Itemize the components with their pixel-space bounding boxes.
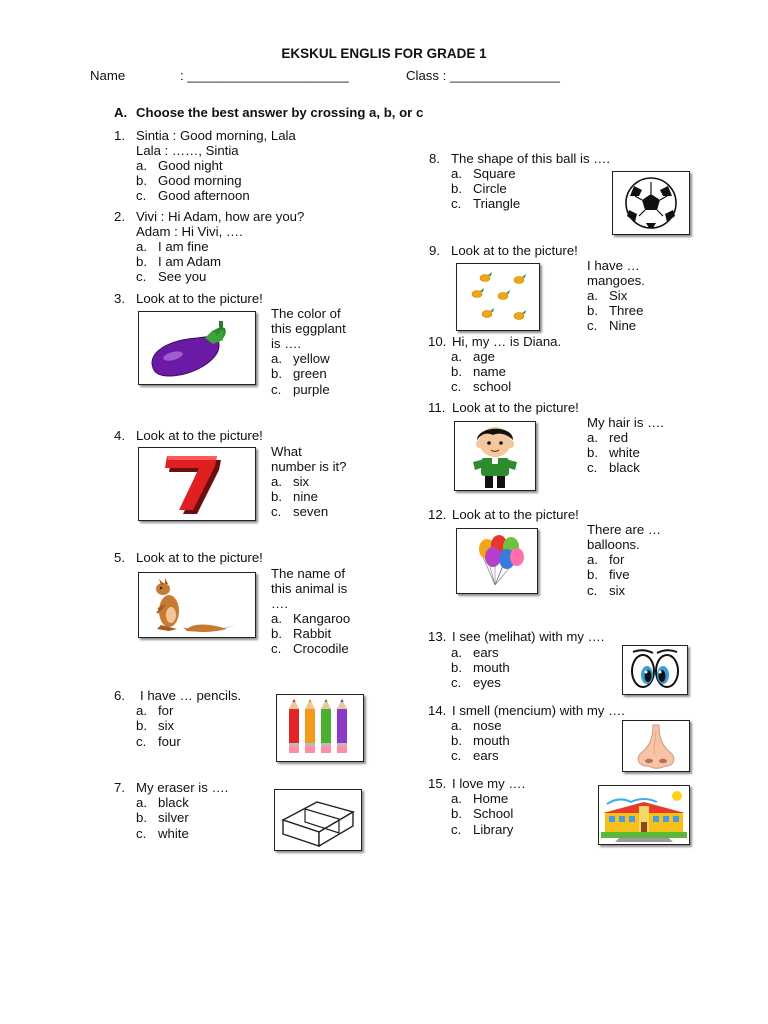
option-letter: b. xyxy=(451,806,462,821)
option-text: seven xyxy=(293,504,329,519)
option-text: Library xyxy=(473,822,514,837)
option-c[interactable] xyxy=(136,269,206,284)
question-text: Look at to the picture! xyxy=(136,428,263,443)
option-a[interactable] xyxy=(587,552,624,567)
question-number: 2. xyxy=(114,209,125,224)
option-b[interactable] xyxy=(271,626,331,641)
option-text: I am Adam xyxy=(158,254,222,269)
option-letter: c. xyxy=(271,641,282,656)
option-letter: c. xyxy=(136,826,147,841)
option-b[interactable] xyxy=(587,567,630,582)
kangaroo-icon xyxy=(138,572,256,638)
option-a[interactable] xyxy=(136,239,209,254)
side-text-2: number is it? xyxy=(271,459,347,474)
option-text: Good morning xyxy=(158,173,242,188)
option-a[interactable] xyxy=(587,288,627,303)
side-text-1: I have … xyxy=(587,258,640,273)
option-b[interactable] xyxy=(136,810,189,825)
option-text: four xyxy=(158,734,181,749)
option-b[interactable] xyxy=(451,660,510,675)
name-label: Name xyxy=(90,68,126,83)
option-letter: c. xyxy=(136,734,147,749)
option-letter: a. xyxy=(136,239,147,254)
section-a-instruction: Choose the best answer by crossing a, b, or c xyxy=(136,105,424,120)
option-text: Crocodile xyxy=(293,641,349,656)
option-b[interactable] xyxy=(451,181,507,196)
option-c[interactable] xyxy=(451,675,501,690)
option-letter: b. xyxy=(271,626,282,641)
question-number: 5. xyxy=(114,550,125,565)
option-letter: a. xyxy=(271,474,282,489)
question-text: I love my …. xyxy=(452,776,526,791)
option-text: Square xyxy=(473,166,516,181)
option-letter: b. xyxy=(587,303,598,318)
question-text: I see (melihat) with my …. xyxy=(452,629,605,644)
option-letter: a. xyxy=(271,351,282,366)
option-letter: a. xyxy=(451,166,462,181)
option-letter: c. xyxy=(451,748,462,763)
option-letter: a. xyxy=(136,795,147,810)
balloons-icon xyxy=(456,528,538,594)
option-text: green xyxy=(293,366,327,381)
nose-icon xyxy=(622,720,690,772)
option-c[interactable] xyxy=(587,460,640,475)
option-text: six xyxy=(293,474,310,489)
option-letter: c. xyxy=(136,269,147,284)
option-b[interactable] xyxy=(451,806,513,821)
option-letter: c. xyxy=(587,583,598,598)
option-c[interactable] xyxy=(451,379,511,394)
side-text-1: The color of xyxy=(271,306,341,321)
option-text: See you xyxy=(158,269,207,284)
question-number: 10. xyxy=(428,334,447,349)
option-text: Kangaroo xyxy=(293,611,351,626)
soccer-ball-icon xyxy=(612,171,690,235)
option-text: I am fine xyxy=(158,239,209,254)
option-b[interactable] xyxy=(271,489,318,504)
option-a[interactable] xyxy=(136,158,223,173)
side-text-2: balloons. xyxy=(587,537,640,552)
option-letter: b. xyxy=(451,364,462,379)
option-text: Rabbit xyxy=(293,626,332,641)
option-a[interactable] xyxy=(271,474,309,489)
question-text: I smell (mencium) with my …. xyxy=(452,703,625,718)
option-a[interactable] xyxy=(271,611,350,626)
option-letter: c. xyxy=(271,504,282,519)
question-text: Vivi : Hi Adam, how are you? xyxy=(136,209,305,224)
side-text-1: What xyxy=(271,444,302,459)
option-letter: c. xyxy=(451,822,462,837)
option-text: yellow xyxy=(293,351,330,366)
eraser-icon xyxy=(274,789,362,851)
option-text: name xyxy=(473,364,506,379)
option-text: Good night xyxy=(158,158,223,173)
number-seven-icon xyxy=(138,447,256,521)
option-letter: b. xyxy=(451,660,462,675)
option-letter: a. xyxy=(587,430,598,445)
option-letter: a. xyxy=(271,611,282,626)
option-letter: b. xyxy=(451,181,462,196)
option-letter: b. xyxy=(271,489,282,504)
question-text-2: Lala : ……, Sintia xyxy=(136,143,239,158)
option-a[interactable] xyxy=(136,795,189,810)
eyes-icon xyxy=(622,645,688,695)
side-text-1: My hair is …. xyxy=(587,415,664,430)
option-a[interactable] xyxy=(451,718,502,733)
option-text: red xyxy=(609,430,629,445)
option-c[interactable] xyxy=(451,822,513,837)
side-text-3: is …. xyxy=(271,336,302,351)
option-b[interactable] xyxy=(587,445,640,460)
question-number: 6. xyxy=(114,688,125,703)
name-field[interactable]: : ______________________ xyxy=(180,68,349,83)
option-letter: b. xyxy=(587,567,598,582)
option-letter: c. xyxy=(587,460,598,475)
option-text: six xyxy=(158,718,175,733)
option-a[interactable] xyxy=(451,166,516,181)
option-c[interactable] xyxy=(451,196,520,211)
option-letter: b. xyxy=(271,366,282,381)
option-b[interactable] xyxy=(451,733,510,748)
option-letter: c. xyxy=(587,318,598,333)
side-text-1: The name of xyxy=(271,566,346,581)
option-letter: b. xyxy=(451,733,462,748)
option-text: Nine xyxy=(609,318,637,333)
option-letter: b. xyxy=(587,445,598,460)
question-number: 7. xyxy=(114,780,125,795)
option-text: five xyxy=(609,567,630,582)
option-b[interactable] xyxy=(451,364,506,379)
question-text: My eraser is …. xyxy=(136,780,229,795)
option-c[interactable] xyxy=(271,382,330,397)
option-letter: c. xyxy=(451,196,462,211)
question-number: 8. xyxy=(429,151,440,166)
option-text: Home xyxy=(473,791,509,806)
option-text: Three xyxy=(609,303,644,318)
school-building-icon xyxy=(598,785,690,845)
option-b[interactable] xyxy=(587,303,643,318)
side-text-1: There are … xyxy=(587,522,662,537)
option-text: Six xyxy=(609,288,628,303)
option-text: Triangle xyxy=(473,196,521,211)
option-b[interactable] xyxy=(136,173,242,188)
question-text: Sintia : Good morning, Lala xyxy=(136,128,296,143)
question-number: 11. xyxy=(428,400,446,415)
option-letter: b. xyxy=(136,173,147,188)
option-text: ears xyxy=(473,748,499,763)
option-a[interactable] xyxy=(587,430,628,445)
option-text: nine xyxy=(293,489,318,504)
option-letter: b. xyxy=(136,254,147,269)
side-text-3: …. xyxy=(271,596,288,611)
question-text: Look at to the picture! xyxy=(452,507,579,522)
side-text-2: mangoes. xyxy=(587,273,645,288)
option-letter: a. xyxy=(587,552,598,567)
option-letter: c. xyxy=(271,382,282,397)
option-letter: a. xyxy=(451,718,462,733)
question-number: 12. xyxy=(428,507,447,522)
option-text: black xyxy=(158,795,189,810)
option-letter: b. xyxy=(136,718,147,733)
class-field[interactable]: Class : _______________ xyxy=(406,68,560,83)
question-text: Hi, my … is Diana. xyxy=(452,334,562,349)
question-number: 13. xyxy=(428,629,447,644)
option-text: for xyxy=(158,703,174,718)
option-text: ears xyxy=(473,645,499,660)
eggplant-icon xyxy=(138,311,256,385)
mangoes-icon xyxy=(456,263,540,331)
side-text-2: this animal is xyxy=(271,581,348,596)
option-text: nose xyxy=(473,718,502,733)
option-c[interactable] xyxy=(136,826,189,841)
option-text: black xyxy=(609,460,640,475)
option-letter: a. xyxy=(587,288,598,303)
option-letter: c. xyxy=(136,188,147,203)
option-letter: a. xyxy=(451,791,462,806)
side-text-2: this eggplant xyxy=(271,321,346,336)
option-a[interactable] xyxy=(136,703,173,718)
question-text: I have … pencils. xyxy=(140,688,242,703)
option-text: six xyxy=(609,583,626,598)
option-text: Good afternoon xyxy=(158,188,250,203)
option-letter: b. xyxy=(136,810,147,825)
question-number: 15. xyxy=(428,776,447,791)
option-a[interactable] xyxy=(451,349,495,364)
option-text: white xyxy=(609,445,640,460)
question-number: 4. xyxy=(114,428,125,443)
option-letter: a. xyxy=(136,158,147,173)
section-a-letter: A. xyxy=(114,105,128,120)
question-text: Look at to the picture! xyxy=(136,291,263,306)
option-b[interactable] xyxy=(136,254,221,269)
option-letter: c. xyxy=(451,379,462,394)
option-c[interactable] xyxy=(271,641,349,656)
question-number: 9. xyxy=(429,243,440,258)
question-number: 3. xyxy=(114,291,125,306)
question-number: 14. xyxy=(428,703,447,718)
option-c[interactable] xyxy=(587,583,625,598)
option-letter: a. xyxy=(136,703,147,718)
question-text: Look at to the picture! xyxy=(452,400,579,415)
option-c[interactable] xyxy=(587,318,636,333)
question-text: Look at to the picture! xyxy=(451,243,578,258)
option-letter: a. xyxy=(451,349,462,364)
option-b[interactable] xyxy=(136,718,174,733)
option-c[interactable] xyxy=(451,748,499,763)
option-a[interactable] xyxy=(451,791,508,806)
question-number: 1. xyxy=(114,128,125,143)
option-text: white xyxy=(158,826,189,841)
question-text: Look at to the picture! xyxy=(136,550,263,565)
option-text: school xyxy=(473,379,512,394)
option-text: silver xyxy=(158,810,189,825)
option-text: mouth xyxy=(473,733,510,748)
option-text: mouth xyxy=(473,660,510,675)
option-text: purple xyxy=(293,382,330,397)
page-title: EKSKUL ENGLIS FOR GRADE 1 xyxy=(281,46,487,61)
option-a[interactable] xyxy=(271,351,330,366)
option-text: School xyxy=(473,806,514,821)
option-b[interactable] xyxy=(271,366,327,381)
option-letter: a. xyxy=(451,645,462,660)
option-a[interactable] xyxy=(451,645,499,660)
colored-pencils-icon xyxy=(276,694,364,762)
option-text: eyes xyxy=(473,675,501,690)
option-c[interactable] xyxy=(136,734,181,749)
boy-icon xyxy=(454,421,536,491)
option-c[interactable] xyxy=(136,188,250,203)
question-text: The shape of this ball is …. xyxy=(451,151,611,166)
option-c[interactable] xyxy=(271,504,328,519)
option-text: Circle xyxy=(473,181,507,196)
option-text: age xyxy=(473,349,496,364)
option-text: for xyxy=(609,552,625,567)
question-text-2: Adam : Hi Vivi, …. xyxy=(136,224,243,239)
option-letter: c. xyxy=(451,675,462,690)
